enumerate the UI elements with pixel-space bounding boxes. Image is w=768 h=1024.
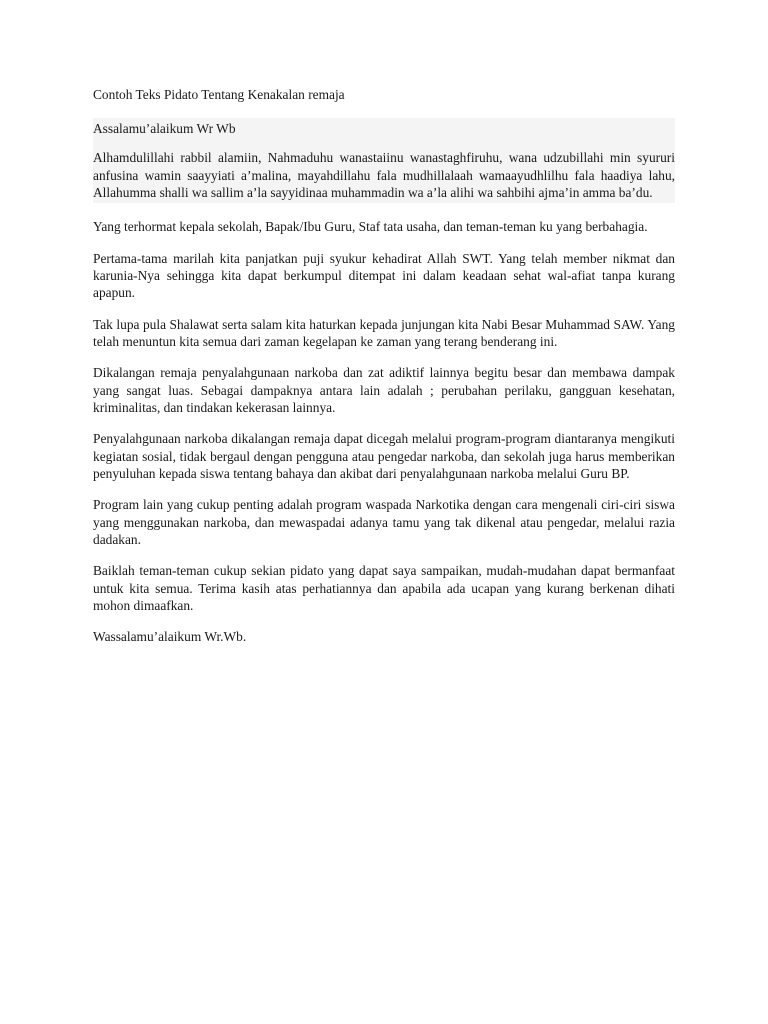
document-title: Contoh Teks Pidato Tentang Kenakalan remaja [93, 87, 345, 102]
paragraph-program: Program lain yang cukup penting adalah program waspada Narkotika dengan cara mengenali ciri-ciri siswa yang menggunakan narkoba, dan mewaspadai adanya tamu yang tak dikenal atau pengedar, melalui razia dadakan. [93, 497, 675, 547]
closing-greeting: Wassalamu’alaikum Wr.Wb. [93, 629, 247, 645]
paragraph-gratitude: Pertama-tama marilah kita panjatkan puji syukur kehadirat Allah SWT. Yang telah member nikmat dan karunia-Nya sehingga kita dapat berkumpul ditempat ini dalam keadaan sehat wal-afiat tanpa kurang apapun. [93, 250, 675, 301]
paragraph-prevention: Penyalahgunaan narkoba dikalangan remaja dapat dicegah melalui program-program diantaranya mengikuti kegiatan sosial, tidak bergaul dengan pengguna atau pengedar narkoba, dan sekolah juga harus memberikan penyuluhan kepada siswa tentang bahaya dan akibat dari penyalahgunaan narkoba melalui Guru BP. [93, 431, 675, 481]
paragraph-shalawat: Tak lupa pula Shalawat serta salam kita haturkan kepada junjungan kita Nabi Besar Muhammad SAW. Yang telah menuntun kita semua dari zaman kegelapan ke zaman yang terang benderang ini. [93, 316, 675, 349]
paragraph-salutation: Yang terhormat kepala sekolah, Bapak/Ibu Guru, Staf tata usaha, dan teman-teman ku yang berbahagia. [93, 219, 648, 235]
greeting-text: Assalamu’alaikum Wr Wb [93, 121, 236, 137]
paragraph-impact: Dikalangan remaja penyalahgunaan narkoba dan zat adiktif lainnya begitu besar dan membawa dampak yang sangat luas. Sebagai dampaknya antara lain adalah ; perubahan perilaku, gangguan kesehatan, kriminalitas, dan tindakan kekerasan lainnya. [93, 365, 675, 415]
opening-prayer: Alhamdulillahi rabbil alamiin, Nahmaduhu wanastaiinu wanastaghfiruhu, wana udzubillahi min syururi anfusina wamin saayyiati a’malina, mayahdillahu fala mudhillalaah wamaayudhlilhu fala haadiya lahu, Allahumma shalli wa sallim a’la sayyidinaa muhammadin wa a’la alihi wa sahbihi ajma’in amma ba’du. [93, 150, 675, 200]
document-body [93, 86, 675, 646]
highlighted-block [93, 118, 675, 203]
paragraph-conclusion: Baiklah teman-teman cukup sekian pidato yang dapat saya sampaikan, mudah-mudahan dapat bermanfaat untuk kita semua. Terima kasih atas perhatiannya dan apabila ada ucapan yang kurang berkenan dihati mohon dimaafkan. [93, 563, 675, 613]
